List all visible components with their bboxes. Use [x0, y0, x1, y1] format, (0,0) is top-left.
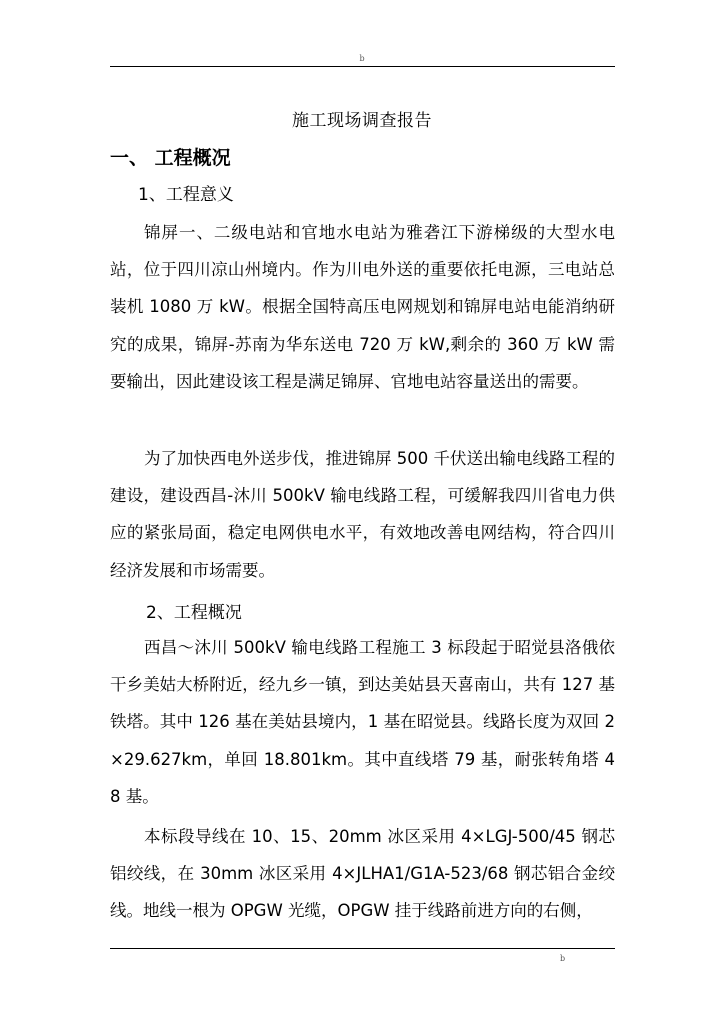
subsection-heading-overview: 2、工程概况	[146, 603, 242, 623]
header-rule	[110, 66, 615, 67]
footer-mark: b	[560, 954, 566, 963]
paragraph-significance-1: 锦屏一、二级电站和官地水电站为雅砻江下游梯级的大型水电站，位于四川凉山州境内。作为川电外送的重要依托电源，三电站总装机 1080 万 kW。根据全国特高压电网规划和锦屏电站电能消纳研究的成果，锦屏-苏南为华东送电 720 万 kW,剩余的 360 万 kW 需要输出，因此建设该工程是满足锦屏、官地电站容量送出的需要。	[110, 223, 615, 391]
subsection-heading-significance: 1、工程意义	[138, 185, 234, 205]
header-mark: b	[359, 54, 365, 63]
footer-rule	[110, 948, 615, 949]
paragraph-overview-2: 本标段导线在 10、15、20mm 冰区采用 4×LGJ-500/45 钢芯铝绞线，在 30mm 冰区采用 4×JLHA1/G1A-523/68 钢芯铝合金绞线。地线一根为 OPGW 光缆，OPGW 挂于线路前进方向的右侧，	[110, 827, 615, 921]
paragraph-significance-2: 为了加快西电外送步伐，推进锦屏 500 千伏送出输电线路工程的建设，建设西昌-沐川 500kV 输电线路工程，可缓解我四川省电力供应的紧张局面，稳定电网供电水平，有效地改善电网结构，符合四川经济发展和市场需要。	[110, 449, 615, 580]
paragraph-overview-1: 西昌～沐川 500kV 输电线路工程施工 3 标段起于昭觉县洛俄依干乡美姑大桥附近，经九乡一镇，到达美姑县天喜南山，共有 127 基铁塔。其中 126 基在美姑县境内，1 基在昭觉县。线路长度为双回 2×29.627km，单回 18.801km。其中直线塔 79 基，耐张转角塔 48 基。	[110, 638, 615, 806]
document-title: 施工现场调查报告	[292, 111, 432, 131]
section-heading: 一、 工程概况	[110, 147, 231, 169]
